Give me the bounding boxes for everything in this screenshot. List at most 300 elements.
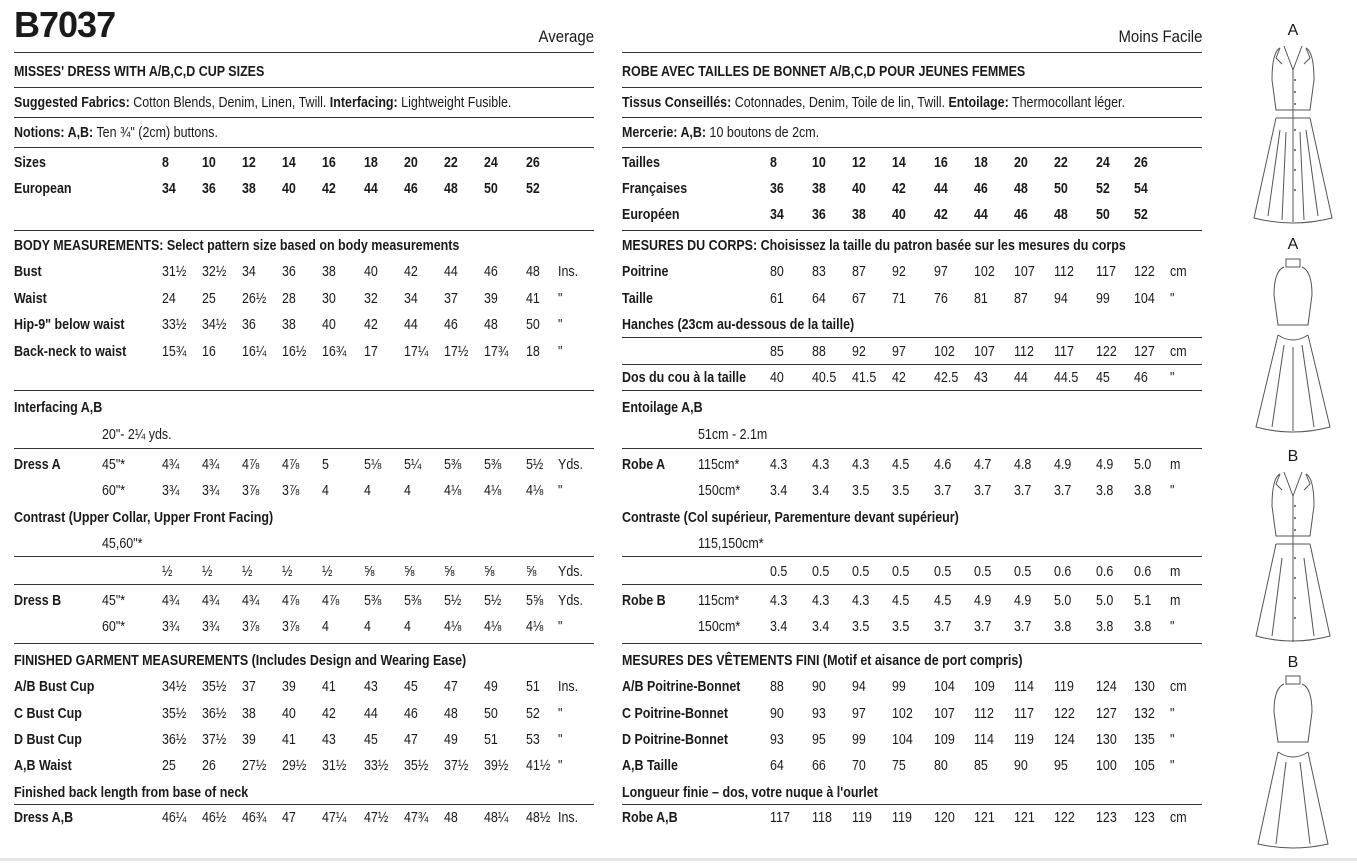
value-cell: 87 [1014,291,1028,307]
row-label: Waist [14,291,47,307]
value-cell: 75 [892,758,906,774]
value-cell: 102 [892,706,913,722]
value-cell: 49 [444,732,458,748]
divider [622,147,1202,148]
value-cell: 5½ [526,457,544,473]
unit-label: Ins. [558,264,579,280]
value-cell: 26 [202,758,216,774]
value-cell: 52 [1134,207,1148,223]
value-cell: 44 [1014,370,1028,386]
value-cell: 39 [484,291,498,307]
value-cell: 37 [242,679,256,695]
value-cell: 33½ [364,758,389,774]
value-cell: 3.7 [974,619,992,635]
divider [14,556,594,557]
fabric-width: 60"* [102,483,126,499]
value-cell: 4 [404,483,411,499]
value-cell: 36 [202,181,216,197]
row-label: European [14,181,72,197]
row-label: Poitrine [622,264,669,280]
value-cell: 27½ [242,758,267,774]
value-cell: 30 [322,291,336,307]
value-cell: 16¾ [322,344,347,360]
value-cell: 40 [852,181,866,197]
unit-label: m [1170,593,1181,609]
value-cell: 52 [526,706,540,722]
divider [622,230,1202,231]
value-cell: 70 [852,758,866,774]
value-cell: 54 [1134,181,1148,197]
value-cell: 46 [974,181,988,197]
value-cell: 52 [1096,181,1110,197]
value-cell: 41 [526,291,540,307]
value-cell: 5⅝ [526,593,544,609]
value-cell: 42 [364,317,378,333]
value-cell: 46¾ [242,810,267,826]
header-english [14,0,594,52]
divider [622,448,1202,449]
value-cell: 4⅛ [444,619,462,635]
row-label: Robe A,B [622,810,678,826]
value-cell: 40 [282,181,296,197]
value-cell: 4.3 [770,457,788,473]
value-cell: 46 [1134,370,1148,386]
value-cell: 42 [892,370,906,386]
value-cell: 5.0 [1134,457,1152,473]
value-cell: 87 [852,264,866,280]
value-cell: 4.3 [852,593,870,609]
divider [14,390,594,391]
row-label: Françaises [622,181,688,197]
value-cell: 3.7 [1014,483,1032,499]
value-cell: 45 [364,732,378,748]
value-cell: 34½ [202,317,227,333]
value-cell: 104 [1134,291,1155,307]
unit-label: " [1170,370,1175,386]
difficulty-level: Average [538,27,594,46]
value-cell: 3.8 [1096,619,1114,635]
value-cell: 50 [526,317,540,333]
value-cell: 97 [892,344,906,360]
value-cell: 44 [364,706,378,722]
value-cell: 10 [202,155,216,171]
unit-label: m [1170,457,1181,473]
value-cell: 25 [162,758,176,774]
value-cell: 5.0 [1054,593,1072,609]
dress-view-a-back [1250,255,1336,435]
value-cell: 120 [934,810,955,826]
value-cell: 53 [526,732,540,748]
value-cell: 38 [322,264,336,280]
value-cell: 48 [1054,207,1068,223]
interfacing-heading: Interfacing A,B [14,400,103,416]
interfacing-heading: Entoilage A,B [622,400,703,416]
value-cell: 40 [322,317,336,333]
value-cell: 47 [444,679,458,695]
row-label: Sizes [14,155,46,171]
value-cell: 3¾ [162,483,180,499]
value-cell: 47½ [364,810,389,826]
value-cell: 4.3 [770,593,788,609]
value-cell: 46½ [202,810,227,826]
value-cell: 0.6 [1134,564,1152,580]
value-cell: 117 [1054,344,1074,360]
value-cell: 4⅞ [242,457,260,473]
fabric-width: 115cm* [698,593,740,609]
contrast-heading: Contraste (Col supérieur, Parementure devant supérieur) [622,510,959,526]
value-cell: 83 [812,264,826,280]
value-cell: 22 [444,155,458,171]
value-cell: 50 [1096,207,1110,223]
value-cell: 97 [852,706,866,722]
finished-measurements-heading: FINISHED GARMENT MEASUREMENTS (Includes Design and Wearing Ease) [14,653,467,669]
value-cell: 18 [364,155,378,171]
value-cell: 35½ [202,679,227,695]
value-cell: 26½ [242,291,267,307]
hip-heading: Hanches (23cm au-dessous de la taille) [622,317,855,333]
unit-label: Ins. [558,810,579,826]
unit-label: cm [1170,264,1187,280]
unit-label: " [1170,732,1175,748]
value-cell: 44.5 [1054,370,1079,386]
divider [622,556,1202,557]
value-cell: 81 [974,291,988,307]
value-cell: 44 [934,181,948,197]
unit-label: " [558,619,563,635]
divider [622,117,1202,118]
value-cell: 4 [322,483,329,499]
value-cell: 5 [322,457,329,473]
dress-view-a-front [1250,40,1336,225]
unit-label: " [558,483,563,499]
value-cell: 5⅜ [484,457,502,473]
value-cell: 5½ [444,593,462,609]
value-cell: 39½ [484,758,509,774]
value-cell: 112 [974,706,994,722]
value-cell: 48 [526,264,540,280]
fabric-width: 60"* [102,619,126,635]
value-cell: 123 [1134,810,1155,826]
value-cell: 3.5 [852,483,870,499]
value-cell: 85 [974,758,988,774]
value-cell: 97 [934,264,948,280]
value-cell: 18 [974,155,988,171]
value-cell: 24 [484,155,498,171]
value-cell: 48 [1014,181,1028,197]
value-cell: 107 [974,344,995,360]
value-cell: 17 [364,344,378,360]
contrast-width: 115,150cm* [698,536,764,552]
value-cell: 26 [526,155,540,171]
interfacing-amount: 20"- 2¼ yds. [102,427,172,443]
value-cell: 17½ [444,344,469,360]
pattern-number: B7037 [14,4,116,45]
value-cell: 46 [404,706,418,722]
value-cell: 4 [322,619,329,635]
value-cell: 90 [812,679,826,695]
unit-label: " [558,291,563,307]
value-cell: 43 [322,732,336,748]
notions-line: Mercerie: A,B: 10 boutons de 2cm. [622,125,820,141]
value-cell: 26 [1134,155,1148,171]
length-heading: Finished back length from base of neck [14,785,249,801]
row-label: Robe B [622,593,666,609]
value-cell: 109 [974,679,995,695]
value-cell: 3.7 [1054,483,1072,499]
value-cell: 3.7 [1014,619,1032,635]
row-label: A,B Waist [14,758,72,774]
value-cell: 94 [1054,291,1068,307]
value-cell: 4⅞ [282,593,300,609]
unit-label: " [1170,619,1175,635]
value-cell: 37 [444,291,458,307]
value-cell: 35½ [162,706,187,722]
fabrics-line: Suggested Fabrics: Cotton Blends, Denim, Linen, Twill. Interfacing: Lightweight Fusible. [14,95,512,111]
difficulty-level: Moins Facile [1118,27,1202,46]
value-cell: 107 [1014,264,1035,280]
notions-line: Notions: A,B: Ten ¾" (2cm) buttons. [14,125,219,141]
body-measurements-heading: BODY MEASUREMENTS: Select pattern size based on body measurements [14,238,460,254]
value-cell: 3.4 [770,619,788,635]
unit-label: Ins. [558,679,579,695]
value-cell: 3.8 [1054,619,1072,635]
value-cell: 122 [1096,344,1117,360]
value-cell: 18 [526,344,540,360]
bottom-divider [0,858,1357,861]
value-cell: 0.6 [1096,564,1114,580]
value-cell: 14 [282,155,296,171]
value-cell: 14 [892,155,906,171]
view-label: A [1287,22,1299,39]
value-cell: 41 [282,732,296,748]
pattern-title: MISSES' DRESS WITH A/B,C,D CUP SIZES [14,64,265,80]
value-cell: ⅝ [484,564,495,580]
value-cell: 4 [364,483,371,499]
view-label: B [1287,448,1299,465]
value-cell: 48½ [526,810,551,826]
divider [14,117,594,118]
value-cell: 3⅞ [242,483,260,499]
value-cell: 46 [1014,207,1028,223]
value-cell: 36 [770,181,784,197]
value-cell: 4¾ [242,593,260,609]
value-cell: 40 [892,207,906,223]
value-cell: 42 [892,181,906,197]
value-cell: 16 [934,155,948,171]
row-label: A/B Bust Cup [14,679,95,695]
value-cell: 51 [484,732,498,748]
row-label: Dress B [14,593,62,609]
value-cell: 122 [1134,264,1155,280]
value-cell: 0.5 [1014,564,1032,580]
value-cell: 36½ [202,706,227,722]
value-cell: 44 [974,207,988,223]
unit-label: " [1170,758,1175,774]
value-cell: 4⅛ [526,483,544,499]
value-cell: 127 [1096,706,1117,722]
value-cell: 4⅞ [322,593,340,609]
value-cell: 4⅛ [484,483,502,499]
value-cell: 31½ [162,264,187,280]
value-cell: 4⅛ [526,619,544,635]
value-cell: 102 [974,264,995,280]
value-cell: 32 [364,291,378,307]
value-cell: 50 [484,181,498,197]
value-cell: 95 [812,732,826,748]
value-cell: 4.9 [1054,457,1072,473]
header-french [622,0,1202,52]
value-cell: 15¾ [162,344,187,360]
value-cell: 104 [934,679,955,695]
value-cell: 4 [404,619,411,635]
value-cell: 4.3 [852,457,870,473]
value-cell: 28 [282,291,296,307]
value-cell: 25 [202,291,216,307]
value-cell: 135 [1134,732,1155,748]
contrast-width: 45,60"* [102,536,143,552]
value-cell: 42 [322,706,336,722]
finished-measurements-heading: MESURES DES VÊTEMENTS FINI (Motif et aisance de port compris) [622,653,1023,669]
value-cell: 3¾ [162,619,180,635]
value-cell: 46 [444,317,458,333]
value-cell: 16 [202,344,216,360]
value-cell: 40 [282,706,296,722]
value-cell: 88 [770,679,784,695]
value-cell: 48 [444,810,458,826]
value-cell: 117 [1014,706,1034,722]
value-cell: 112 [1014,344,1034,360]
value-cell: 3.5 [892,619,910,635]
value-cell: 114 [974,732,994,748]
divider [14,147,594,148]
value-cell: 4¾ [162,457,180,473]
value-cell: 117 [770,810,790,826]
value-cell: 4.3 [812,457,830,473]
value-cell: 4.6 [934,457,952,473]
value-cell: 38 [282,317,296,333]
value-cell: 38 [242,706,256,722]
value-cell: 29½ [282,758,307,774]
value-cell: ⅝ [404,564,415,580]
value-cell: 50 [484,706,498,722]
divider [622,584,1202,585]
value-cell: 94 [852,679,866,695]
fabric-width: 45"* [102,593,126,609]
value-cell: 122 [1054,706,1075,722]
value-cell: 3.4 [770,483,788,499]
row-label: A,B Taille [622,758,678,774]
value-cell: 76 [934,291,948,307]
unit-label: m [1170,564,1181,580]
row-label: A/B Poitrine-Bonnet [622,679,741,695]
value-cell: 32½ [202,264,227,280]
value-cell: 4¾ [162,593,180,609]
value-cell: 50 [1054,181,1068,197]
value-cell: 47 [282,810,296,826]
value-cell: 4.9 [974,593,992,609]
value-cell: 119 [852,810,872,826]
value-cell: 36½ [162,732,187,748]
value-cell: 12 [242,155,256,171]
value-cell: 5¼ [404,457,422,473]
value-cell: 99 [1096,291,1110,307]
value-cell: 3.8 [1134,483,1152,499]
value-cell: 64 [812,291,826,307]
value-cell: 4.9 [1014,593,1032,609]
value-cell: 5.1 [1134,593,1152,609]
value-cell: 92 [892,264,906,280]
view-label: B [1287,654,1299,671]
value-cell: 99 [892,679,906,695]
value-cell: ½ [202,564,213,580]
divider [622,364,1202,365]
value-cell: 3.7 [934,483,952,499]
value-cell: 3.5 [852,619,870,635]
value-cell: ½ [322,564,333,580]
value-cell: 5½ [484,593,502,609]
value-cell: 46¼ [162,810,187,826]
value-cell: 3¾ [202,483,220,499]
value-cell: 42.5 [934,370,959,386]
unit-label: Yds. [558,457,583,473]
value-cell: 36 [282,264,296,280]
value-cell: 4.5 [892,457,910,473]
value-cell: 36 [242,317,256,333]
unit-label: " [558,344,563,360]
value-cell: 119 [1014,732,1034,748]
divider [14,87,594,88]
value-cell: 20 [404,155,418,171]
value-cell: 12 [852,155,866,171]
value-cell: 90 [1014,758,1028,774]
value-cell: 42 [934,207,948,223]
dress-view-b-front [1250,466,1336,646]
value-cell: 46 [484,264,498,280]
value-cell: 80 [770,264,784,280]
value-cell: 4.5 [934,593,952,609]
value-cell: 44 [444,264,458,280]
value-cell: 85 [770,344,784,360]
value-cell: 0.5 [812,564,830,580]
unit-label: " [1170,706,1175,722]
value-cell: 22 [1054,155,1068,171]
value-cell: 61 [770,291,784,307]
value-cell: 95 [1054,758,1068,774]
row-label: Taille [622,291,653,307]
value-cell: ⅝ [364,564,375,580]
value-cell: 38 [852,207,866,223]
value-cell: 71 [892,291,906,307]
value-cell: 51 [526,679,540,695]
value-cell: 16 [322,155,336,171]
value-cell: 52 [526,181,540,197]
value-cell: 34 [242,264,256,280]
value-cell: 48 [444,181,458,197]
value-cell: 37½ [444,758,469,774]
value-cell: 99 [852,732,866,748]
body-measurements-heading: MESURES DU CORPS: Choisissez la taille du patron basée sur les mesures du corps [622,238,1126,254]
value-cell: 37½ [202,732,227,748]
value-cell: 46 [404,181,418,197]
value-cell: 24 [162,291,176,307]
value-cell: 39 [242,732,256,748]
value-cell: 42 [404,264,418,280]
unit-label: cm [1170,679,1187,695]
value-cell: 17¾ [484,344,509,360]
value-cell: 122 [1054,810,1075,826]
row-label: Dress A,B [14,810,74,826]
value-cell: 48 [444,706,458,722]
